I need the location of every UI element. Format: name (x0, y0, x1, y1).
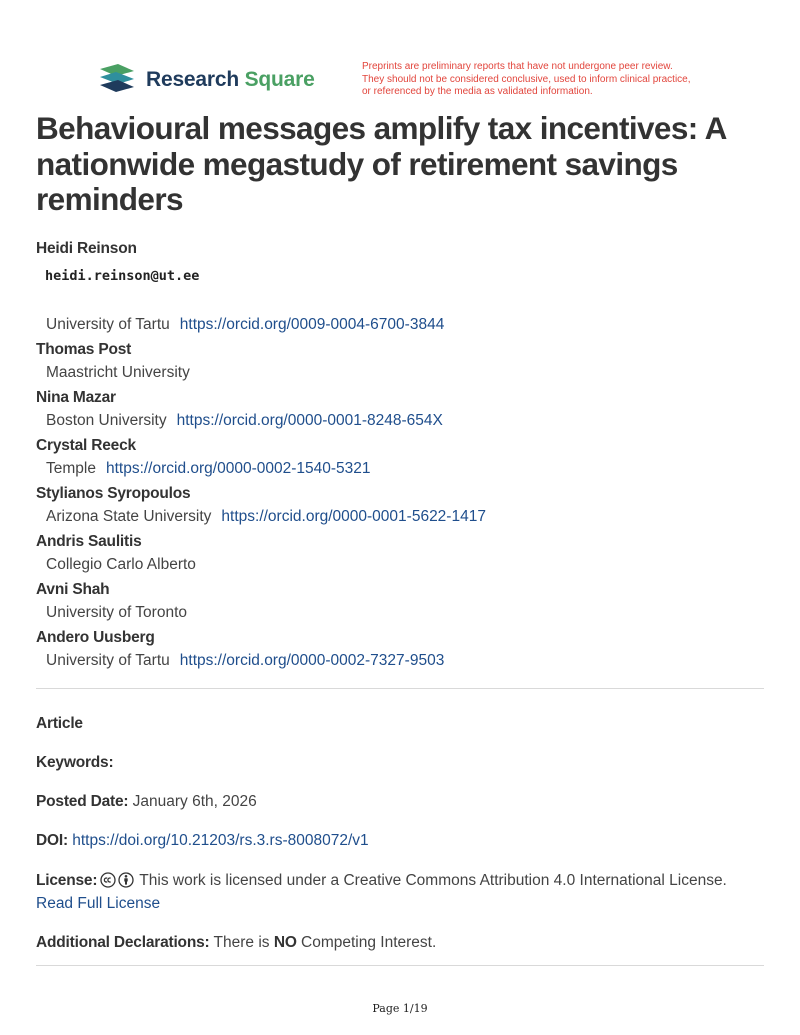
doi-link[interactable]: https://doi.org/10.21203/rs.3.rs-8008072/v1 (72, 832, 369, 849)
affiliation-text: University of Tartu (46, 316, 170, 333)
page-number: Page 1/19 (372, 1002, 428, 1015)
author-email[interactable]: heidi.reinson@ut.ee (45, 268, 200, 284)
posted-date (36, 793, 257, 811)
author-name: Thomas Post (36, 341, 132, 358)
license-text: This work is licensed under a Creative Commons Attribution 4.0 International License. (139, 872, 727, 889)
author-name: Avni Shah (36, 581, 110, 598)
affiliation-text: Boston University (46, 412, 167, 429)
affiliation-text: University of Tartu (46, 652, 170, 669)
author-name: Heidi Reinson (36, 240, 137, 257)
declarations-post: Competing Interest. (301, 934, 437, 951)
author-affiliation (46, 412, 443, 430)
section-divider (36, 688, 764, 689)
research-square-logo[interactable] (98, 64, 315, 96)
posted-date-value: January 6th, 2026 (132, 793, 257, 810)
read-full-license-link[interactable]: Read Full License (36, 895, 161, 912)
author-affiliation (46, 364, 190, 382)
orcid-link[interactable]: https://orcid.org/0000-0001-8248-654X (176, 412, 443, 429)
orcid-link[interactable]: https://orcid.org/0009-0004-6700-3844 (179, 316, 445, 333)
author-affiliation (46, 556, 196, 574)
declarations-pre: There is (213, 934, 270, 951)
declarations-strong: NO (273, 934, 297, 951)
author-name: Nina Mazar (36, 389, 116, 406)
orcid-link[interactable]: https://orcid.org/0000-0001-5622-1417 (221, 508, 486, 525)
research-square-mark-icon (98, 64, 136, 96)
keywords-label: Keywords: (36, 754, 114, 771)
section-divider (36, 965, 764, 966)
doi (36, 832, 369, 850)
doi-label: DOI: (36, 832, 68, 849)
preprint-notice (362, 61, 782, 99)
posted-date-label: Posted Date: (36, 793, 129, 810)
affiliation-text: University of Toronto (46, 604, 187, 621)
paper-title: Behavioural messages amplify tax incentives: A nationwide megastudy of retirement savings reminders (36, 110, 726, 217)
author-affiliation (46, 316, 444, 334)
logo-word-research: Research (146, 68, 239, 91)
read-license-row (36, 895, 160, 913)
notice-line: or referenced by the media as validated information. (362, 86, 593, 97)
logo-wordmark (146, 68, 315, 92)
article-type-label: Article (36, 715, 83, 732)
additional-declarations (36, 934, 436, 952)
affiliation-text: Arizona State University (46, 508, 212, 525)
affiliation-text: Temple (46, 460, 96, 477)
author-name: Stylianos Syropoulos (36, 485, 191, 502)
cc-icon (100, 872, 116, 888)
article-type (36, 715, 83, 733)
author-name: Crystal Reeck (36, 437, 136, 454)
author-affiliation (46, 460, 371, 478)
keywords (36, 754, 113, 772)
author-affiliation (46, 652, 444, 670)
notice-line: Preprints are preliminary reports that have not undergone peer review. (362, 61, 673, 72)
author-affiliation (46, 508, 486, 526)
affiliation-text: Maastricht University (46, 364, 190, 381)
orcid-link[interactable]: https://orcid.org/0000-0002-7327-9503 (179, 652, 445, 669)
author-affiliation (46, 604, 187, 622)
author-name: Andero Uusberg (36, 629, 155, 646)
author-name: Andris Saulitis (36, 533, 142, 550)
by-icon (118, 872, 134, 888)
notice-line: They should not be considered conclusive, used to inform clinical practice, (362, 73, 691, 85)
declarations-label: Additional Declarations: (36, 934, 210, 951)
license (36, 872, 727, 890)
logo-word-square: Square (244, 68, 315, 91)
affiliation-text: Collegio Carlo Alberto (46, 556, 196, 573)
license-icons (100, 872, 136, 888)
license-label: License: (36, 872, 98, 889)
orcid-link[interactable]: https://orcid.org/0000-0002-1540-5321 (105, 460, 371, 477)
